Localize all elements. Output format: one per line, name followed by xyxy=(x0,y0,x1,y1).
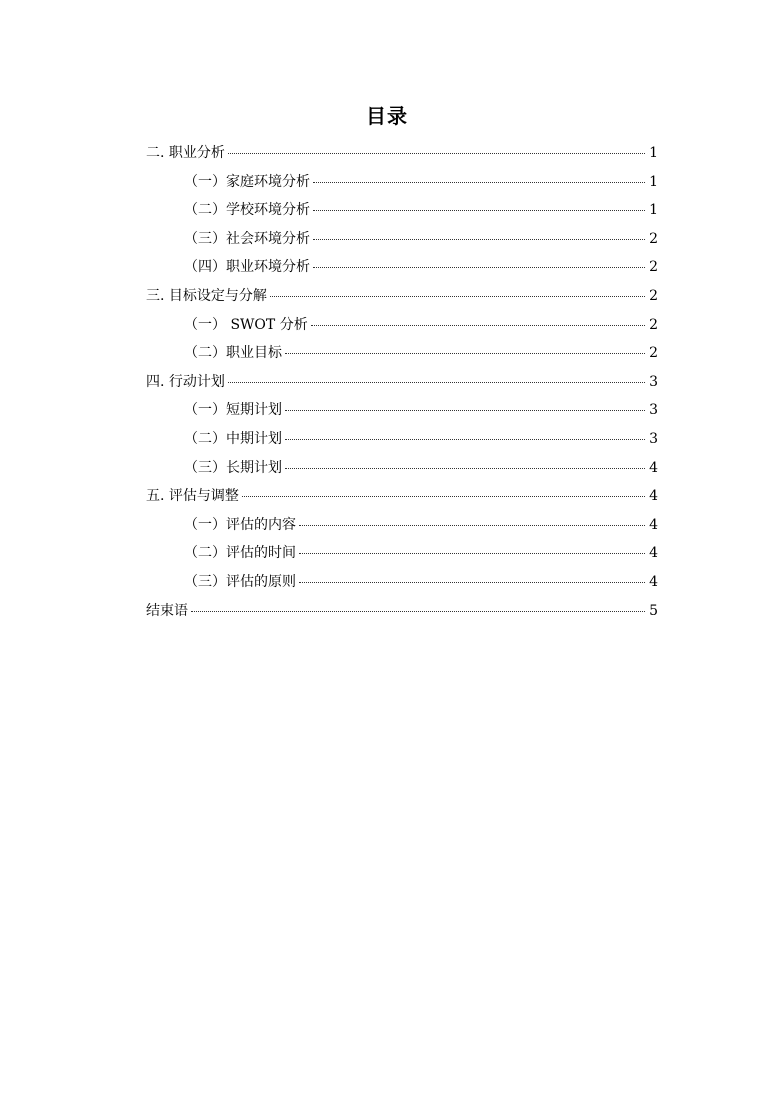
toc-page-number: 4 xyxy=(649,573,658,590)
toc-page-number: 3 xyxy=(649,373,658,390)
toc-entry[interactable] xyxy=(146,256,658,285)
toc-entry[interactable] xyxy=(146,171,658,200)
toc-entry[interactable] xyxy=(146,285,658,314)
toc-dot-leader xyxy=(242,496,645,497)
toc-page-number: 2 xyxy=(649,230,658,247)
toc-dot-leader xyxy=(313,267,645,268)
toc-page-number: 1 xyxy=(649,173,658,190)
toc-entry-label: （二）职业目标 xyxy=(184,345,282,362)
toc-entry[interactable] xyxy=(146,514,658,543)
toc-entry[interactable] xyxy=(146,399,658,428)
toc-entry[interactable] xyxy=(146,571,658,600)
toc-dot-leader xyxy=(299,525,645,526)
toc-page-number: 2 xyxy=(649,345,658,362)
toc-entry-label: （三）长期计划 xyxy=(184,459,282,476)
toc-page-number: 4 xyxy=(649,516,658,533)
toc-dot-leader xyxy=(285,410,645,411)
toc-entry-label: 五. 评估与调整 xyxy=(146,488,239,505)
toc-dot-leader xyxy=(299,582,645,583)
toc-entry[interactable] xyxy=(146,314,658,343)
toc-entry[interactable] xyxy=(146,428,658,457)
toc-dot-leader xyxy=(313,239,645,240)
toc-entry-label: 结束语 xyxy=(146,602,188,619)
toc-entry-label: 四. 行动计划 xyxy=(146,373,225,390)
toc-entry[interactable] xyxy=(146,457,658,486)
toc-dot-leader xyxy=(228,382,645,383)
toc-entry[interactable] xyxy=(146,485,658,514)
toc-entry-label: （三）社会环境分析 xyxy=(184,230,310,247)
toc-page-number: 4 xyxy=(649,459,658,476)
toc-entry-label: 二. 职业分析 xyxy=(146,145,225,161)
toc-entry-label: （二）中期计划 xyxy=(184,430,282,447)
toc-entry-label: 三. 目标设定与分解 xyxy=(146,287,267,304)
toc-page-number: 1 xyxy=(649,145,658,161)
toc-entry-label: （一）短期计划 xyxy=(184,402,282,419)
toc-entry-label: （二）评估的时间 xyxy=(184,545,296,562)
toc-page-number: 2 xyxy=(649,259,658,276)
toc-dot-leader xyxy=(228,153,645,154)
toc-entry[interactable] xyxy=(146,199,658,228)
toc-list xyxy=(146,142,658,628)
toc-page-number: 2 xyxy=(649,287,658,304)
toc-dot-leader xyxy=(191,611,645,612)
toc-page-number: 4 xyxy=(649,488,658,505)
toc-dot-leader xyxy=(313,182,645,183)
toc-page-number: 3 xyxy=(649,430,658,447)
toc-page-number: 2 xyxy=(649,316,658,333)
toc-dot-leader xyxy=(285,439,645,440)
toc-page-number: 5 xyxy=(649,602,658,619)
toc-dot-leader xyxy=(285,353,645,354)
toc-dot-leader xyxy=(313,210,645,211)
toc-entry[interactable] xyxy=(146,542,658,571)
toc-dot-leader xyxy=(270,296,645,297)
toc-entry-label: （四）职业环境分析 xyxy=(184,259,310,276)
toc-entry-label: （一） SWOT 分析 xyxy=(184,316,308,333)
toc-page-number: 1 xyxy=(649,202,658,219)
toc-entry-label: （一）评估的内容 xyxy=(184,516,296,533)
toc-entry-label: （二）学校环境分析 xyxy=(184,202,310,219)
toc-entry[interactable] xyxy=(146,228,658,257)
toc-page-number: 3 xyxy=(649,402,658,419)
toc-title: 目录 xyxy=(366,104,408,128)
toc-entry[interactable] xyxy=(146,371,658,400)
toc-dot-leader xyxy=(311,325,645,326)
toc-dot-leader xyxy=(299,553,645,554)
toc-entry-label: （三）评估的原则 xyxy=(184,573,296,590)
toc-entry[interactable] xyxy=(146,142,658,171)
toc-page-number: 4 xyxy=(649,545,658,562)
toc-entry-label: （一）家庭环境分析 xyxy=(184,173,310,190)
toc-entry[interactable] xyxy=(146,600,658,629)
toc-entry[interactable] xyxy=(146,342,658,371)
toc-dot-leader xyxy=(285,468,645,469)
